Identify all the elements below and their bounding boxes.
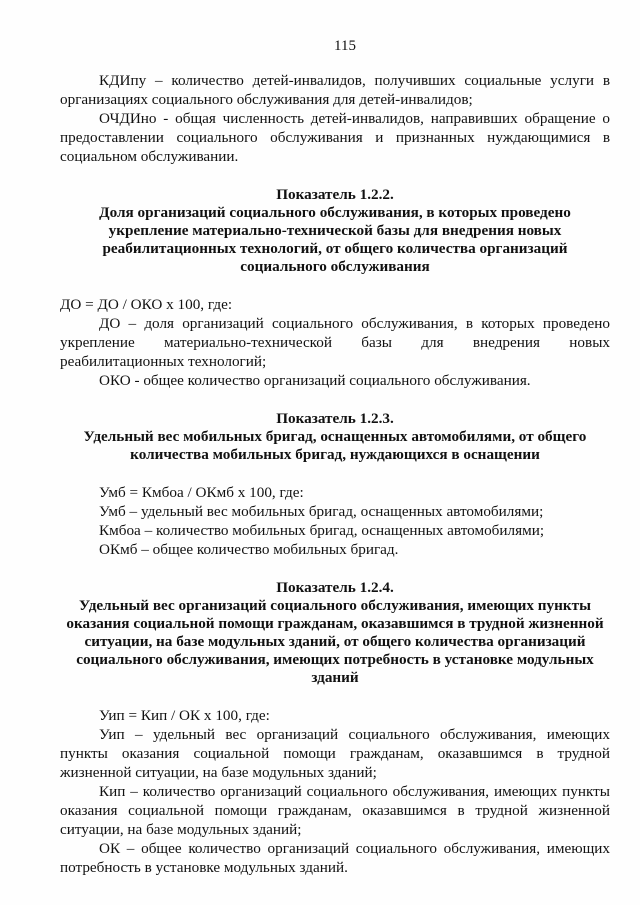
indicator-1-2-3-definition-kmboa: Кмбоа – количество мобильных бригад, оснащенных автомобилями;: [99, 522, 545, 539]
indicator-1-2-2-heading: Показатель 1.2.2.: [276, 186, 394, 203]
indicator-1-2-4-definition-ok: ОК – общее количество организаций социального обслуживания, имеющих потребность в установке модульных зданий.: [60, 840, 610, 876]
intro-definition-kdipu: КДИпу – количество детей-инвалидов, получивших социальные услуги в организациях социального обслуживания для детей-инвалидов;: [60, 72, 610, 108]
indicator-1-2-4-heading: Показатель 1.2.4.: [276, 579, 394, 596]
indicator-1-2-3-definition-okmb: ОКмб – общее количество мобильных бригад.: [99, 541, 399, 558]
indicator-1-2-2-definition-oko: ОКО - общее количество организаций социального обслуживания.: [99, 372, 531, 389]
indicator-1-2-2-formula: ДО = ДО / ОКО х 100, где:: [60, 296, 233, 313]
indicator-1-2-4-title: Удельный вес организаций социального обслуживания, имеющих пункты оказания социальной помощи гражданам, оказавшимся в трудной жизненной ситуации, на базе модульных зданий, от общего количества организаций социального обслуживания, имеющих потребность в установке модульных зданий: [66, 597, 604, 686]
indicator-1-2-4-formula: Уип = Кип / ОК х 100, где:: [99, 707, 270, 724]
indicator-1-2-4-definition-kip: Кип – количество организаций социального обслуживания, имеющих пункты оказания социальной помощи гражданам, оказавшимся в трудной жизненной ситуации, на базе модульных зданий;: [60, 783, 610, 838]
indicator-1-2-3-heading: Показатель 1.2.3.: [276, 410, 394, 427]
intro-definition-ochdino: ОЧДИно - общая численность детей-инвалидов, направивших обращение о предоставлении социального обслуживания и признанных нуждающимися в социальном обслуживании.: [60, 110, 610, 165]
indicator-1-2-2-title: Доля организаций социального обслуживания, в которых проведено укрепление материально-технической базы для внедрения новых реабилитационных технологий, от общего количества организаций социального обслуживания: [99, 204, 571, 275]
indicator-1-2-2-definition-do: ДО – доля организаций социального обслуживания, в которых проведено укрепление материально-технической базы для внедрения новых реабилитационных технологий;: [60, 315, 610, 370]
indicator-1-2-3-definition-umb: Умб – удельный вес мобильных бригад, оснащенных автомобилями;: [99, 503, 544, 520]
indicator-1-2-3-title: Удельный вес мобильных бригад, оснащенных автомобилями, от общего количества мобильных бригад, нуждающихся в оснащении: [83, 428, 587, 463]
indicator-1-2-4-definition-uip: Уип – удельный вес организаций социального обслуживания, имеющих пункты оказания социальной помощи гражданам, оказавшимся в трудной жизненной ситуации, на базе модульных зданий;: [60, 726, 610, 781]
indicator-1-2-3-formula: Умб = Кмбоа / ОКмб х 100, где:: [99, 484, 304, 501]
page-number: 115: [334, 38, 356, 54]
